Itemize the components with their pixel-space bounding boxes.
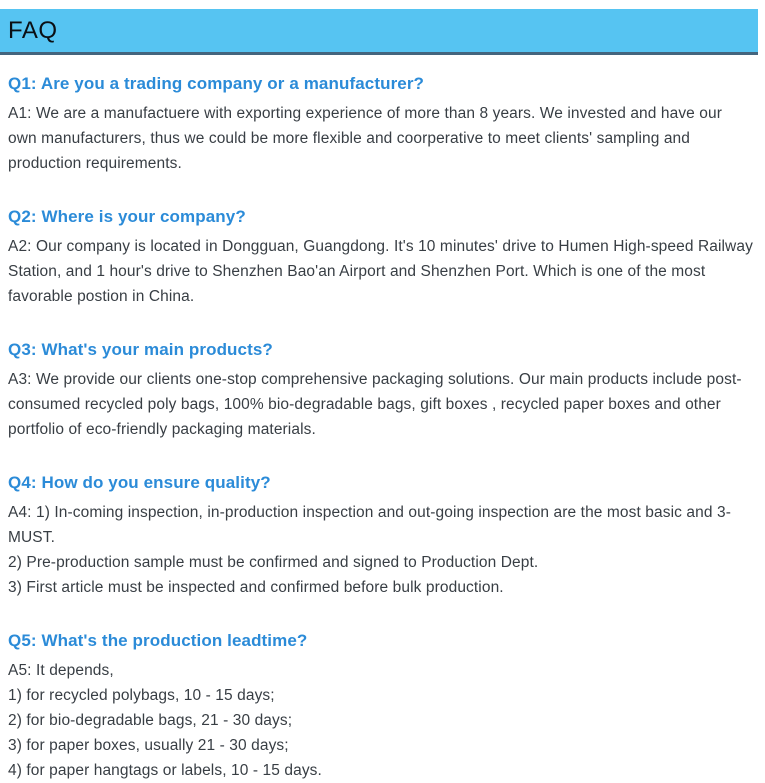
faq-answer-text: 3) for paper boxes, usually 21 - 30 days; <box>8 737 289 754</box>
faq-answer <box>8 234 755 309</box>
faq-answer <box>8 500 755 600</box>
faq-answer-text: A2: Our company is located in Dongguan, Guangdong. It's 10 minutes' drive to Humen High-speed Railway Station, and 1 hour's drive to Shenzhen Bao'an Airport and Shenzhen Port. Which is one of the most favorable postion in China. <box>8 238 753 305</box>
faq-answer-text: 1) for recycled polybags, 10 - 15 days; <box>8 687 275 704</box>
faq-question: Q5: What's the production leadtime? <box>8 631 308 650</box>
faq-answer-text: A3: We provide our clients one-stop comprehensive packaging solutions. Our main products include post-consumed recycled poly bags, 100% bio-degradable bags, gift boxes , recycled paper boxes and other portfolio of eco-friendly packaging materials. <box>8 371 742 438</box>
faq-answer-text: 3) First article must be inspected and confirmed before bulk production. <box>8 579 504 596</box>
faq-answer-text: 4) for paper hangtags or labels, 10 - 15 days. <box>8 762 322 779</box>
faq-item-q2 <box>8 207 755 309</box>
faq-question: Q4: How do you ensure quality? <box>8 473 271 492</box>
faq-section-header-bar <box>0 9 758 55</box>
faq-question: Q3: What's your main products? <box>8 340 273 359</box>
faq-answer-text: A1: We are a manufactuere with exporting experience of more than 8 years. We invested and have our own manufacturers, thus we could be more flexible and coorperative to meet clients' sampling and production requirements. <box>8 105 723 172</box>
faq-question: Q1: Are you a trading company or a manufacturer? <box>8 74 425 93</box>
faq-answer-text: A4: 1) In-coming inspection, in-production inspection and out-going inspection are the most basic and 3-MUST. <box>8 504 731 546</box>
faq-section-title: FAQ <box>8 16 58 44</box>
faq-item-q4 <box>8 473 755 600</box>
faq-item-q3 <box>8 340 755 442</box>
faq-answer <box>8 101 755 176</box>
faq-answer <box>8 367 755 442</box>
faq-answer <box>8 658 755 783</box>
faq-answer-text: 2) for bio-degradable bags, 21 - 30 days; <box>8 712 293 729</box>
faq-item-q1 <box>8 74 755 176</box>
faq-answer-text: A5: It depends, <box>8 662 114 679</box>
faq-item-q5 <box>8 631 755 783</box>
faq-page <box>0 9 765 779</box>
faq-question: Q2: Where is your company? <box>8 207 246 226</box>
faq-content <box>0 74 765 783</box>
faq-answer-text: 2) Pre-production sample must be confirmed and signed to Production Dept. <box>8 554 539 571</box>
